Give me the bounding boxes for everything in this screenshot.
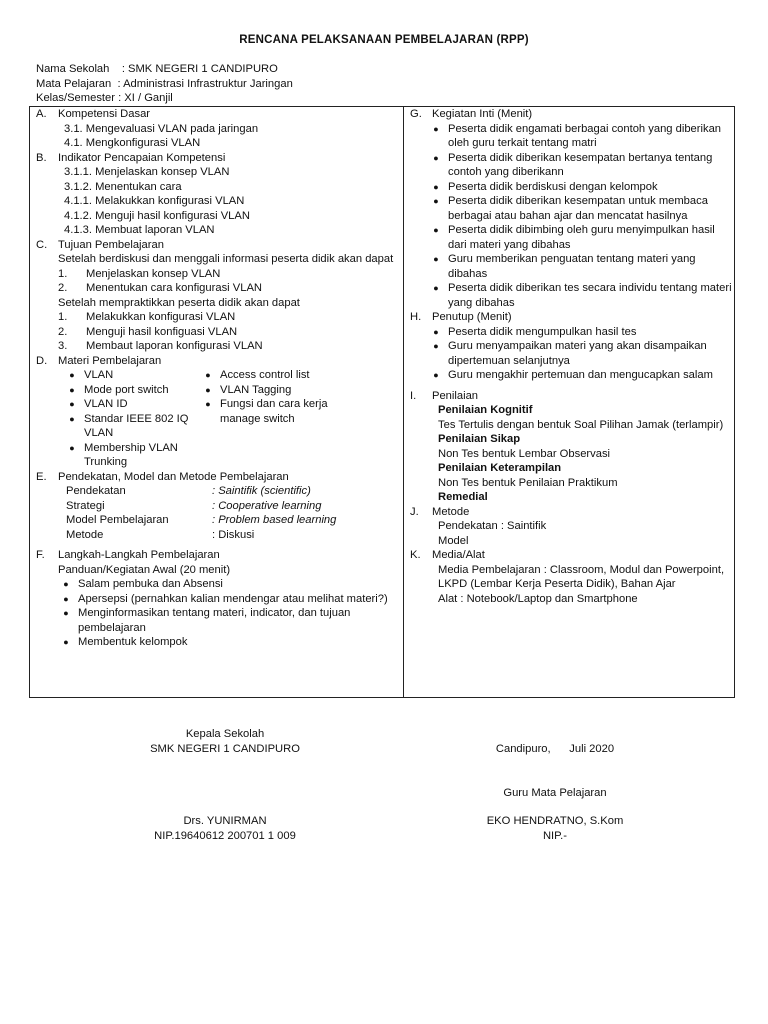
bullet-icon: ● (433, 196, 439, 206)
list-item: 1. Menjelaskan konsep VLAN (58, 267, 221, 280)
section-j-heading: J. Metode (410, 505, 470, 518)
right-column (410, 107, 732, 606)
bullet-icon: ● (205, 370, 211, 380)
list-item: ● Menginformasikan tentang materi, indicator, dan tujuan pembelajaran (54, 606, 398, 635)
media-tools: Alat : Notebook/Laptop dan Smartphone (438, 592, 638, 605)
teacher-signature (440, 713, 670, 815)
list-item: ● Peserta didik engamati berbagai contoh yang diberikan oleh guru terkait tentang matri (424, 122, 732, 151)
bullet-icon: ● (433, 283, 439, 293)
strategy-row: Strategi : Cooperative learning (66, 499, 322, 512)
document-title: RENCANA PELAKSANAAN PEMBELAJARAN (RPP) (239, 34, 529, 46)
bullet-icon: ● (433, 152, 439, 163)
indicator-item: 4.1.2. Menguji hasil konfigurasi VLAN (64, 209, 250, 222)
initial-activity-list (36, 577, 398, 650)
method-lines (410, 519, 732, 548)
kd-item: 4.1. Mengkonfigurasi VLAN (64, 137, 201, 149)
section-b-heading: B. Indikator Pencapaian Kompetensi (36, 151, 226, 164)
closing-list (410, 325, 732, 383)
assessment-cognitive: Penilaian Kognitif (438, 404, 533, 416)
bullet-icon: ● (69, 442, 75, 453)
bullet-icon: ● (69, 384, 75, 395)
section-d-heading: D. Materi Pembelajaran (36, 354, 162, 367)
list-item: 2. Menentukan cara konfigurasi VLAN (58, 282, 262, 294)
materi-col-2 (196, 368, 332, 470)
list-item: ● Peserta didik diberikan tes secara individu tentang materi yang dibahas (424, 281, 732, 310)
list-item: ● Membentuk kelompok (54, 635, 398, 650)
list-item: ● Mode port switch (60, 383, 196, 398)
list-item: ● Guru menyampaikan materi yang akan disampaikan dipertemuan selanjutnya (424, 339, 732, 368)
list-item: ● Fungsi dan cara kerja manage switch (196, 397, 332, 426)
principal-school: SMK NEGERI 1 CANDIPURO (150, 742, 300, 755)
bullet-icon: ● (63, 608, 69, 618)
initial-activity-heading: Panduan/Kegiatan Awal (20 menit) (58, 563, 231, 576)
teacher-role: Guru Mata Pelajaran (503, 786, 607, 799)
identity-block (36, 62, 293, 106)
bullet-icon: ● (433, 326, 439, 337)
list-item: ● Peserta didik mengumpulkan hasil tes (424, 325, 732, 340)
method-model: Model (438, 534, 469, 547)
list-item: 3. Membaut laporan konfigurasi VLAN (58, 340, 263, 352)
section-f-heading: F. Langkah-Langkah Pembelajaran (36, 549, 220, 561)
principal-role: Kepala Sekolah (185, 728, 265, 740)
kd-item: 3.1. Mengevaluasi VLAN pada jaringan (64, 122, 259, 135)
principal-name-block (110, 814, 340, 843)
indicator-item: 4.1.3. Membuat laporan VLAN (64, 224, 215, 236)
bullet-icon: ● (433, 254, 439, 264)
list-item: ● Apersepsi (pernahkan kalian mendengar atau melihat materi?) (54, 592, 398, 607)
media-lines (410, 563, 732, 607)
bullet-icon: ● (69, 370, 75, 380)
media-learning: Media Pembelajaran : Classroom, Modul dan Powerpoint, LKPD (Lembar Kerja Peserta Didik), Bahan Ajar (438, 563, 725, 590)
section-i-heading: I. Penilaian (410, 389, 479, 402)
assessment-remedial: Remedial (438, 491, 488, 503)
principal-nip: NIP.19640612 200701 1 009 (154, 829, 296, 842)
list-item: ● Standar IEEE 802 IQ VLAN (60, 412, 196, 441)
list-item: ● Salam pembuka dan Absensi (54, 577, 398, 592)
class-semester: Kelas/Semester : XI / Ganjil (36, 92, 173, 104)
teacher-name-block (440, 814, 670, 843)
approach-row: Pendekatan : Saintifik (scientific) (66, 485, 311, 497)
assessment-attitude-desc: Non Tes bentuk Lembar Observasi (438, 447, 611, 460)
list-item: ● VLAN ID (60, 397, 196, 412)
left-column (36, 107, 398, 650)
list-item: 1. Melakukkan konfigurasi VLAN (58, 311, 236, 323)
list-item: ● Peserta didik dibimbing oleh guru menyimpulkan hasil dari materi yang dibahas (424, 223, 732, 252)
section-k-heading: K. Media/Alat (410, 549, 485, 561)
list-item: ● Access control list (196, 368, 332, 383)
bullet-icon: ● (433, 341, 439, 351)
bullet-icon: ● (69, 413, 75, 424)
bullet-icon: ● (63, 593, 69, 604)
method-approach: Pendekatan : Saintifik (438, 520, 547, 532)
list-item: ● Guru mengakhir pertemuan dan mengucapkan salam (424, 368, 732, 383)
list-item: 2. Menguji hasil konfiguasi VLAN (58, 325, 238, 338)
materi-col-1 (60, 368, 196, 470)
principal-signature (110, 727, 340, 756)
bullet-icon: ● (433, 181, 439, 192)
assessment-cognitive-desc: Tes Tertulis dengan bentuk Soal Pilihan Jamak (terlampir) (438, 418, 724, 431)
bullet-icon: ● (63, 579, 69, 589)
assessment-skill-desc: Non Tes bentuk Penilaian Praktikum (438, 476, 618, 489)
indicator-item: 4.1.1. Melakukkan konfigurasi VLAN (64, 195, 245, 207)
list-item: ● VLAN Tagging (196, 383, 332, 398)
teacher-nip: NIP.- (542, 829, 568, 842)
section-e-heading: E. Pendekatan, Model dan Metode Pembelajaran (36, 470, 289, 483)
indicator-item: 3.1.1. Menjelaskan konsep VLAN (64, 166, 230, 178)
section-h-heading: H. Penutup (Menit) (410, 311, 512, 323)
rpp-table (29, 106, 735, 698)
model-row: Model Pembelajaran : Problem based learning (66, 514, 337, 526)
materi-list (36, 368, 398, 470)
list-item: ● Membership VLAN Trunking (60, 441, 196, 470)
place-date: Candipuro, Juli 2020 (495, 743, 615, 755)
indicator-item: 3.1.2. Menentukan cara (64, 180, 182, 193)
section-a-heading: A. Kompetensi Dasar (36, 108, 151, 120)
list-item: ● VLAN (60, 368, 196, 383)
list-item: ● Peserta didik berdiskusi dengan kelompok (424, 180, 732, 195)
assessment-lines (410, 403, 732, 505)
bullet-icon: ● (69, 399, 75, 409)
list-item: ● Guru memberikan penguatan tentang materi yang dibahas (424, 252, 732, 281)
assessment-attitude: Penilaian Sikap (438, 433, 521, 445)
objective-intro: Setelah mempraktikkan peserta didik akan dapat (58, 296, 300, 309)
section-g-heading: G. Kegiatan Inti (Menit) (410, 108, 533, 120)
objective-list-2 (36, 310, 398, 354)
bullet-icon: ● (433, 370, 439, 380)
principal-name: Drs. YUNIRMAN (183, 815, 267, 827)
list-item: ● Peserta didik diberikan kesempatan untuk membaca berbagai atau bahan ajar dan mencatat hasilnya (424, 194, 732, 223)
objective-intro: Setelah berdiskusi dan menggali informasi peserta didik akan dapat (58, 253, 394, 265)
bullet-icon: ● (433, 123, 439, 134)
bullet-icon: ● (205, 399, 211, 409)
subject-name: Mata Pelajaran : Administrasi Infrastruktur Jaringan (36, 77, 293, 90)
assessment-skill: Penilaian Keterampilan (438, 462, 562, 474)
core-activity-list (410, 122, 732, 311)
method-row: Metode : Diskusi (66, 528, 255, 541)
objective-list-1 (36, 267, 398, 296)
school-name: Nama Sekolah : SMK NEGERI 1 CANDIPURO (36, 63, 278, 75)
section-c-heading: C. Tujuan Pembelajaran (36, 238, 164, 251)
bullet-icon: ● (63, 637, 69, 647)
column-divider (403, 107, 404, 697)
bullet-icon: ● (205, 384, 211, 395)
list-item: ● Peserta didik diberikan kesempatan bertanya tentang contoh yang diberikann (424, 151, 732, 180)
teacher-name: EKO HENDRATNO, S.Kom (486, 815, 624, 827)
bullet-icon: ● (433, 225, 439, 235)
